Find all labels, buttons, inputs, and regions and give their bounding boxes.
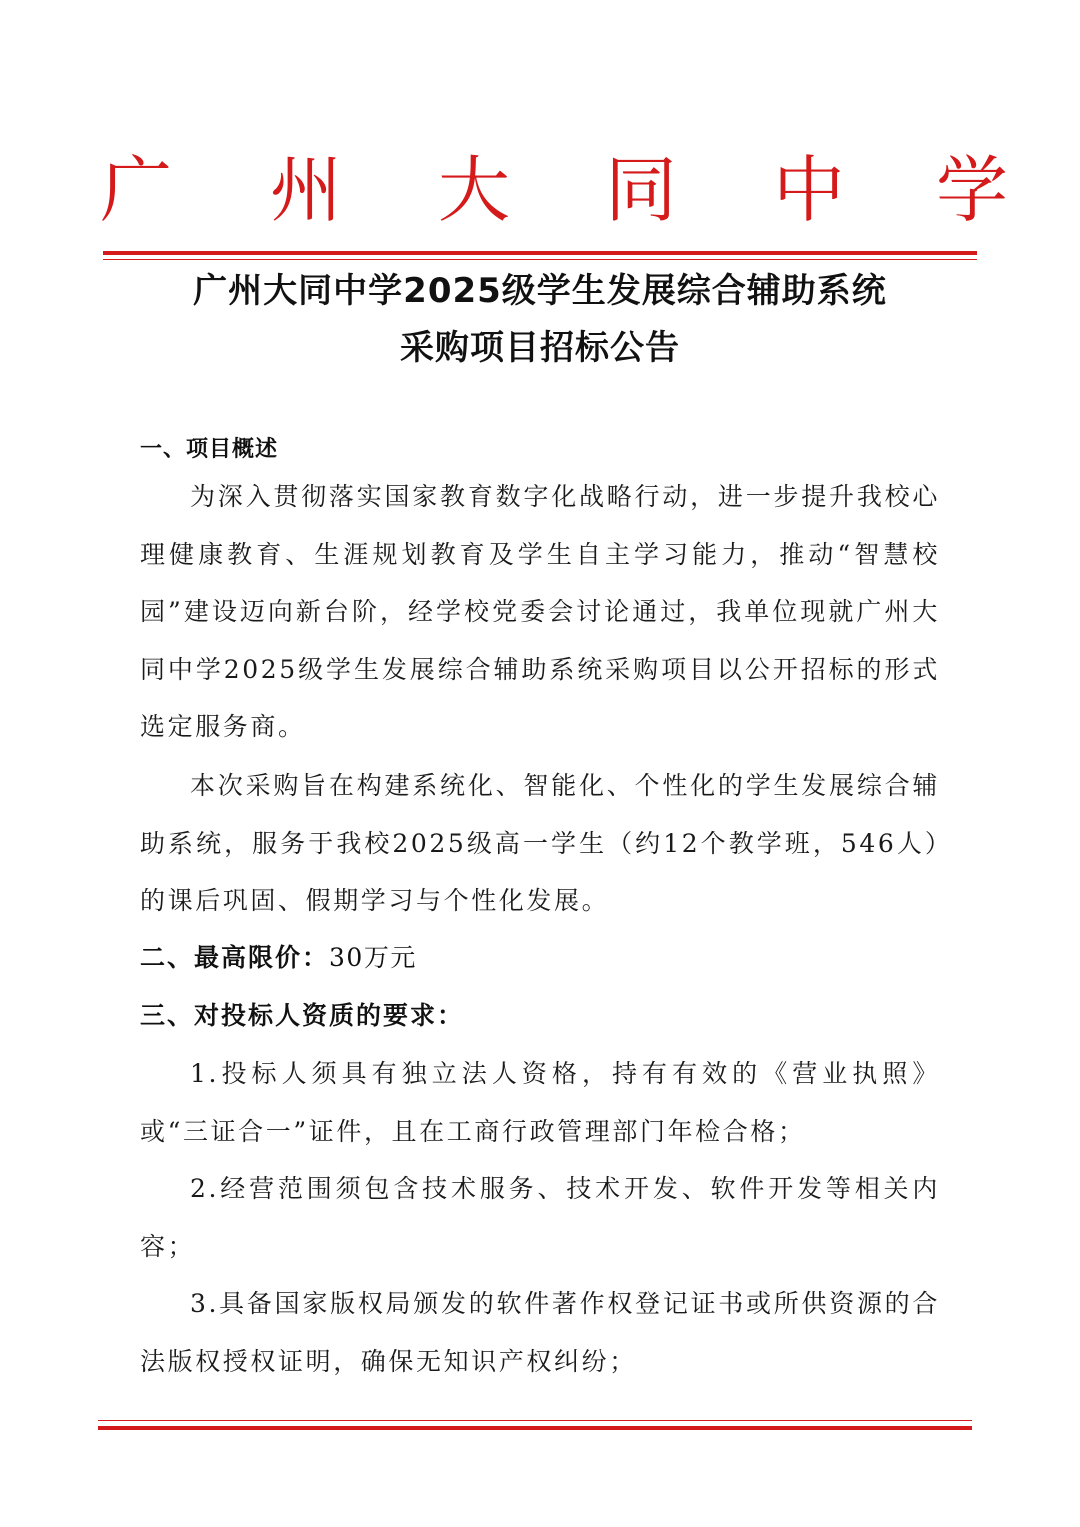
header-red-rule-thin: [103, 259, 977, 260]
masthead-char: 大: [438, 148, 511, 232]
masthead-char: 广: [100, 148, 173, 232]
document-title-line-2: 采购项目招标公告: [400, 328, 680, 368]
footer-red-rule-thin: [98, 1420, 972, 1421]
masthead-char: 中: [773, 148, 846, 232]
paragraph-text: 本次采购旨在构建系统化、智能化、个性化的学生发展综合辅助系统，服务于我校2025级高一学生（约12个教学班，546人）的课后巩固、假期学习与个性化发展。: [140, 771, 940, 915]
section-heading-requirements: 三、对投标人资质的要求：: [140, 1001, 465, 1030]
section-heading-price-limit: [140, 938, 417, 978]
section-heading-overview: 一、项目概述: [140, 437, 279, 462]
masthead-char: 同: [605, 148, 678, 232]
requirement-item: 3.具备国家版权局颁发的软件著作权登记证书或所供资源的合法版权授权证明，确保无知识产权纠纷；: [140, 1289, 940, 1376]
masthead: [100, 142, 1009, 238]
price-limit-value: 30万元: [329, 943, 417, 972]
requirement-item: 2.经营范围须包含技术服务、技术开发、软件开发等相关内容；: [140, 1174, 940, 1261]
overview-paragraph-2: [140, 757, 940, 930]
footer-red-rule-thick: [98, 1426, 972, 1430]
requirements-list: [140, 1045, 940, 1390]
paragraph-text: 为深入贯彻落实国家教育数字化战略行动，进一步提升我校心理健康教育、生涯规划教育及学生自主学习能力，推动“智慧校园”建设迈向新台阶，经学校党委会讨论通过，我单位现就广州大同中学2025级学生发展综合辅助系统采购项目以公开招标的形式选定服务商。: [140, 482, 940, 741]
header-red-rule-thick: [103, 251, 977, 255]
price-limit-label: 二、最高限价：: [140, 943, 330, 972]
masthead-char: 学: [936, 148, 1009, 232]
document-title-line-1: 广州大同中学2025级学生发展综合辅助系统: [193, 271, 887, 311]
requirement-item: 1.投标人须具有独立法人资格，持有有效的《营业执照》或“三证合一”证件，且在工商行政管理部门年检合格；: [140, 1059, 940, 1146]
masthead-char: 州: [270, 148, 343, 232]
overview-paragraph-1: [140, 468, 940, 756]
